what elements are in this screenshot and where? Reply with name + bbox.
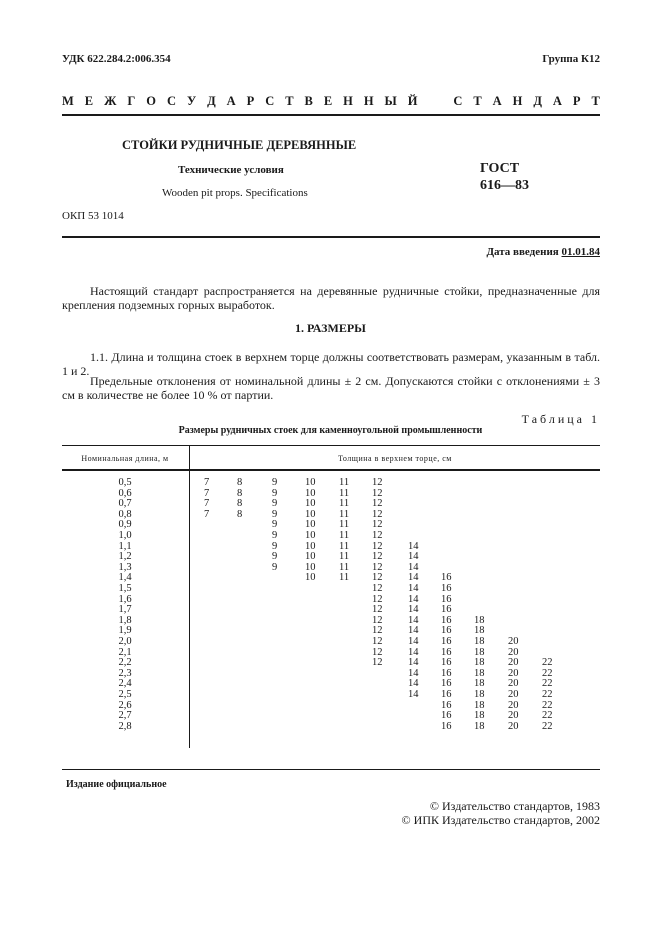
thickness-cell: 18: [474, 625, 485, 637]
header-nominal-length: Номинальная длина, м: [81, 454, 169, 463]
thickness-cell: 8: [237, 477, 243, 488]
banner-letter: Е: [323, 94, 333, 108]
udk-code: УДК 622.284.2:006.354: [62, 53, 171, 65]
banner-letter: Т: [473, 94, 482, 108]
intro-date-label: Дата введения: [486, 246, 559, 258]
length-cell: 0,8: [118, 508, 132, 520]
thickness-cell: 12: [372, 625, 383, 637]
thickness-cell: 14: [408, 540, 419, 552]
thickness-cell: 16: [441, 699, 452, 711]
banner-letter: Н: [512, 94, 523, 108]
thickness-cell: 14: [408, 646, 419, 658]
title-divider: [62, 236, 600, 238]
thickness-cell: 7: [204, 508, 210, 520]
thickness-cell: 12: [372, 636, 383, 647]
thickness-cell: 9: [272, 540, 278, 552]
thickness-cell: 11: [339, 572, 350, 584]
banner-letter: В: [304, 94, 313, 108]
thickness-cell: 14: [408, 689, 419, 700]
thickness-cell: 14: [408, 667, 419, 679]
thickness-cell: 12: [372, 572, 383, 584]
thickness-cell: 18: [474, 699, 485, 711]
length-cell: 1,9: [118, 625, 132, 637]
footer-divider: [62, 769, 600, 770]
thickness-cell: 22: [542, 710, 553, 722]
thickness-cell: 12: [372, 614, 383, 626]
banner-letter: А: [552, 94, 562, 108]
thickness-cell: 18: [474, 710, 485, 722]
thickness-cell: 16: [441, 689, 452, 700]
banner-letter: С: [453, 94, 463, 108]
thickness-cell: 9: [272, 498, 278, 510]
gost-number: 616—83: [480, 178, 529, 193]
tolerance-paragraph-text: Предельные отклонения от номинальной длины ± 2 см. Допускаются стойки с отклонениями ± 3 см в количестве не более 10 % от партии.: [62, 374, 600, 402]
thickness-cell: 11: [339, 540, 350, 552]
thickness-cell: 10: [305, 508, 316, 520]
document-subtitle: Технические условия: [178, 164, 284, 176]
thickness-cell: 14: [408, 657, 419, 669]
thickness-cell: 14: [408, 551, 419, 563]
thickness-cell: 14: [408, 636, 419, 647]
group-code: Группа К12: [542, 53, 600, 65]
banner-letter: Т: [285, 94, 294, 108]
length-cell: 2,2: [118, 657, 132, 669]
length-cell: 2,1: [118, 646, 132, 658]
thickness-cell: 11: [339, 477, 350, 488]
thickness-cell: 9: [272, 530, 278, 541]
thickness-cell: 11: [339, 487, 350, 499]
thickness-cell: 16: [441, 625, 452, 637]
banner-letter: Р: [572, 94, 581, 108]
thickness-cell: 20: [508, 689, 519, 700]
thickness-cell: 20: [508, 710, 519, 722]
length-cell: 1,5: [118, 583, 132, 594]
gost-designation: [480, 160, 529, 194]
thickness-cell: 10: [305, 487, 316, 499]
thickness-cell: 9: [272, 519, 278, 531]
thickness-cell: 12: [372, 498, 383, 510]
thickness-cell: 12: [372, 540, 383, 552]
thickness-cell: 22: [542, 720, 553, 732]
banner-letter: А: [226, 94, 236, 108]
thickness-cell: 11: [339, 551, 350, 563]
length-cell: 1,8: [118, 614, 132, 626]
copyright-2002: © ИПК Издательство стандартов, 2002: [401, 813, 600, 827]
length-cell: 1,7: [118, 604, 132, 616]
thickness-cell: 14: [408, 583, 419, 594]
banner-letter: Д: [533, 94, 542, 108]
banner-letter: Г: [127, 94, 136, 108]
length-cell: 1,2: [118, 551, 132, 563]
thickness-cell: 11: [339, 561, 350, 573]
thickness-cell: 12: [372, 561, 383, 573]
english-title: Wooden pit props. Specifications: [162, 187, 308, 199]
thickness-cell: 9: [272, 561, 278, 573]
banner-letter: Н: [343, 94, 353, 108]
thickness-cell: 14: [408, 625, 419, 637]
banner-letter: Р: [246, 94, 255, 108]
official-edition-note: Издание официальное: [66, 779, 167, 790]
banner-letter: У: [186, 94, 197, 108]
thickness-cell: 11: [339, 508, 350, 520]
document-title: СТОЙКИ РУДНИЧНЫЕ ДЕРЕВЯННЫЕ: [122, 138, 357, 152]
banner-letter: Ы: [384, 94, 397, 108]
length-cell: 0,9: [118, 519, 132, 531]
thickness-cell: 14: [408, 678, 419, 690]
paragraph-1-1-text: 1.1. Длина и толщина стоек в верхнем торце должны соответствовать размерам, указанным в табл. 1 и 2.: [62, 350, 600, 378]
length-cell: 2,7: [118, 710, 132, 722]
length-cell: 1,4: [118, 572, 132, 584]
thickness-cell: 10: [305, 477, 316, 488]
length-cell: 2,8: [118, 720, 132, 732]
header-thickness: Толщина в верхнем торце, см: [338, 454, 452, 463]
table-column-divider: [189, 446, 190, 748]
thickness-cell: 8: [237, 487, 243, 499]
thickness-cell: 20: [508, 657, 519, 669]
thickness-cell: 11: [339, 530, 350, 541]
banner-letter: Д: [207, 94, 216, 108]
table-1-label: Таблица 1: [521, 412, 600, 426]
table-header-rule: [62, 469, 600, 471]
thickness-cell: 9: [272, 508, 278, 520]
thickness-cell: 18: [474, 667, 485, 679]
thickness-cell: 16: [441, 720, 452, 732]
thickness-cell: 20: [508, 720, 519, 732]
length-cell: 2,0: [118, 636, 132, 647]
thickness-cell: 10: [305, 551, 316, 563]
thickness-cell: 22: [542, 699, 553, 711]
gost-label: ГОСТ: [480, 161, 520, 176]
thickness-cell: 20: [508, 646, 519, 658]
thickness-cell: 12: [372, 530, 383, 541]
thickness-cell: 14: [408, 572, 419, 584]
thickness-cell: 20: [508, 678, 519, 690]
banner-letter: С: [166, 94, 177, 108]
thickness-cell: 16: [441, 593, 452, 605]
thickness-cell: 10: [305, 530, 316, 541]
length-cell: 2,4: [118, 678, 132, 690]
banner-letter: Т: [591, 94, 600, 108]
banner-letter: О: [146, 94, 157, 108]
tolerance-paragraph: [62, 374, 600, 402]
table-top-rule: [62, 445, 600, 446]
thickness-cell: 11: [339, 498, 350, 510]
thickness-cell: 16: [441, 604, 452, 616]
thickness-cell: 18: [474, 614, 485, 626]
table-1-caption: Размеры рудничных стоек для каменноугольной промышленности: [178, 425, 483, 436]
length-cell: 1,1: [118, 540, 132, 552]
thickness-cell: 9: [272, 551, 278, 563]
length-cell: 0,5: [118, 477, 132, 488]
banner-letter: Ж: [104, 94, 117, 108]
thickness-cell: 18: [474, 689, 485, 700]
intro-paragraph: [62, 284, 600, 312]
thickness-cell: 10: [305, 540, 316, 552]
thickness-cell: 14: [408, 604, 419, 616]
length-cell: 1,0: [118, 530, 132, 541]
thickness-cell: 16: [441, 614, 452, 626]
thickness-cell: 16: [441, 657, 452, 669]
length-cell: 2,5: [118, 689, 132, 700]
thickness-cell: 12: [372, 487, 383, 499]
thickness-cell: 16: [441, 678, 452, 690]
thickness-cell: 14: [408, 561, 419, 573]
thickness-cell: 12: [372, 583, 383, 594]
banner-letter: Е: [84, 94, 94, 108]
thickness-cell: 18: [474, 678, 485, 690]
banner-letter: С: [265, 94, 275, 108]
thickness-cell: 20: [508, 667, 519, 679]
section-1-title: 1. РАЗМЕРЫ: [295, 321, 366, 335]
thickness-cell: 18: [474, 657, 485, 669]
thickness-cell: 16: [441, 583, 452, 594]
thickness-cell: 8: [237, 508, 243, 520]
length-cell: 0,7: [118, 498, 132, 510]
length-cell: 2,6: [118, 699, 132, 711]
thickness-cell: 7: [204, 477, 210, 488]
thickness-cell: 12: [372, 551, 383, 563]
length-cell: 0,6: [118, 487, 132, 499]
thickness-cell: 14: [408, 593, 419, 605]
banner-divider: [62, 114, 600, 116]
thickness-cell: 12: [372, 519, 383, 531]
thickness-cell: 16: [441, 667, 452, 679]
thickness-cell: 22: [542, 657, 553, 669]
thickness-cell: 7: [204, 498, 210, 510]
thickness-cell: 10: [305, 561, 316, 573]
thickness-cell: 8: [237, 498, 243, 510]
thickness-cell: 16: [441, 636, 452, 647]
length-cell: 2,3: [118, 667, 132, 679]
thickness-cell: 16: [441, 646, 452, 658]
thickness-cell: 18: [474, 636, 485, 647]
thickness-cell: 12: [372, 604, 383, 616]
thickness-cell: 7: [204, 487, 210, 499]
thickness-cell: 22: [542, 667, 553, 679]
thickness-cell: 9: [272, 477, 278, 488]
thickness-cell: 12: [372, 646, 383, 658]
thickness-cell: 22: [542, 689, 553, 700]
thickness-cell: 11: [339, 519, 350, 531]
okp-code: ОКП 53 1014: [62, 210, 124, 222]
banner-letter: М: [62, 94, 74, 108]
banner-letter: Й: [407, 94, 418, 108]
banner-letter: Н: [363, 94, 374, 108]
introduction-date: [486, 246, 600, 258]
thickness-cell: 18: [474, 720, 485, 732]
thickness-cell: 10: [305, 519, 316, 531]
length-cell: 1,3: [118, 561, 132, 573]
thickness-cell: 10: [305, 572, 316, 584]
thickness-cell: 18: [474, 646, 485, 658]
thickness-cell: 22: [542, 678, 553, 690]
thickness-cell: 9: [272, 487, 278, 499]
thickness-cell: 12: [372, 477, 383, 488]
copyright-1983: © Издательство стандартов, 1983: [429, 799, 600, 813]
banner-letter: А: [492, 94, 502, 108]
standard-banner: [62, 94, 600, 109]
thickness-cell: 20: [508, 636, 519, 647]
thickness-cell: 14: [408, 614, 419, 626]
thickness-cell: 12: [372, 657, 383, 669]
thickness-cell: 16: [441, 710, 452, 722]
thickness-cell: 20: [508, 699, 519, 711]
intro-paragraph-text: Настоящий стандарт распространяется на деревянные рудничные стойки, предназначенные для крепления подземных горных выработок.: [62, 284, 600, 312]
thickness-cell: 12: [372, 508, 383, 520]
thickness-cell: 10: [305, 498, 316, 510]
thickness-cell: 16: [441, 572, 452, 584]
length-cell: 1,6: [118, 593, 132, 605]
intro-date-value: 01.01.84: [561, 246, 600, 258]
thickness-cell: 12: [372, 593, 383, 605]
